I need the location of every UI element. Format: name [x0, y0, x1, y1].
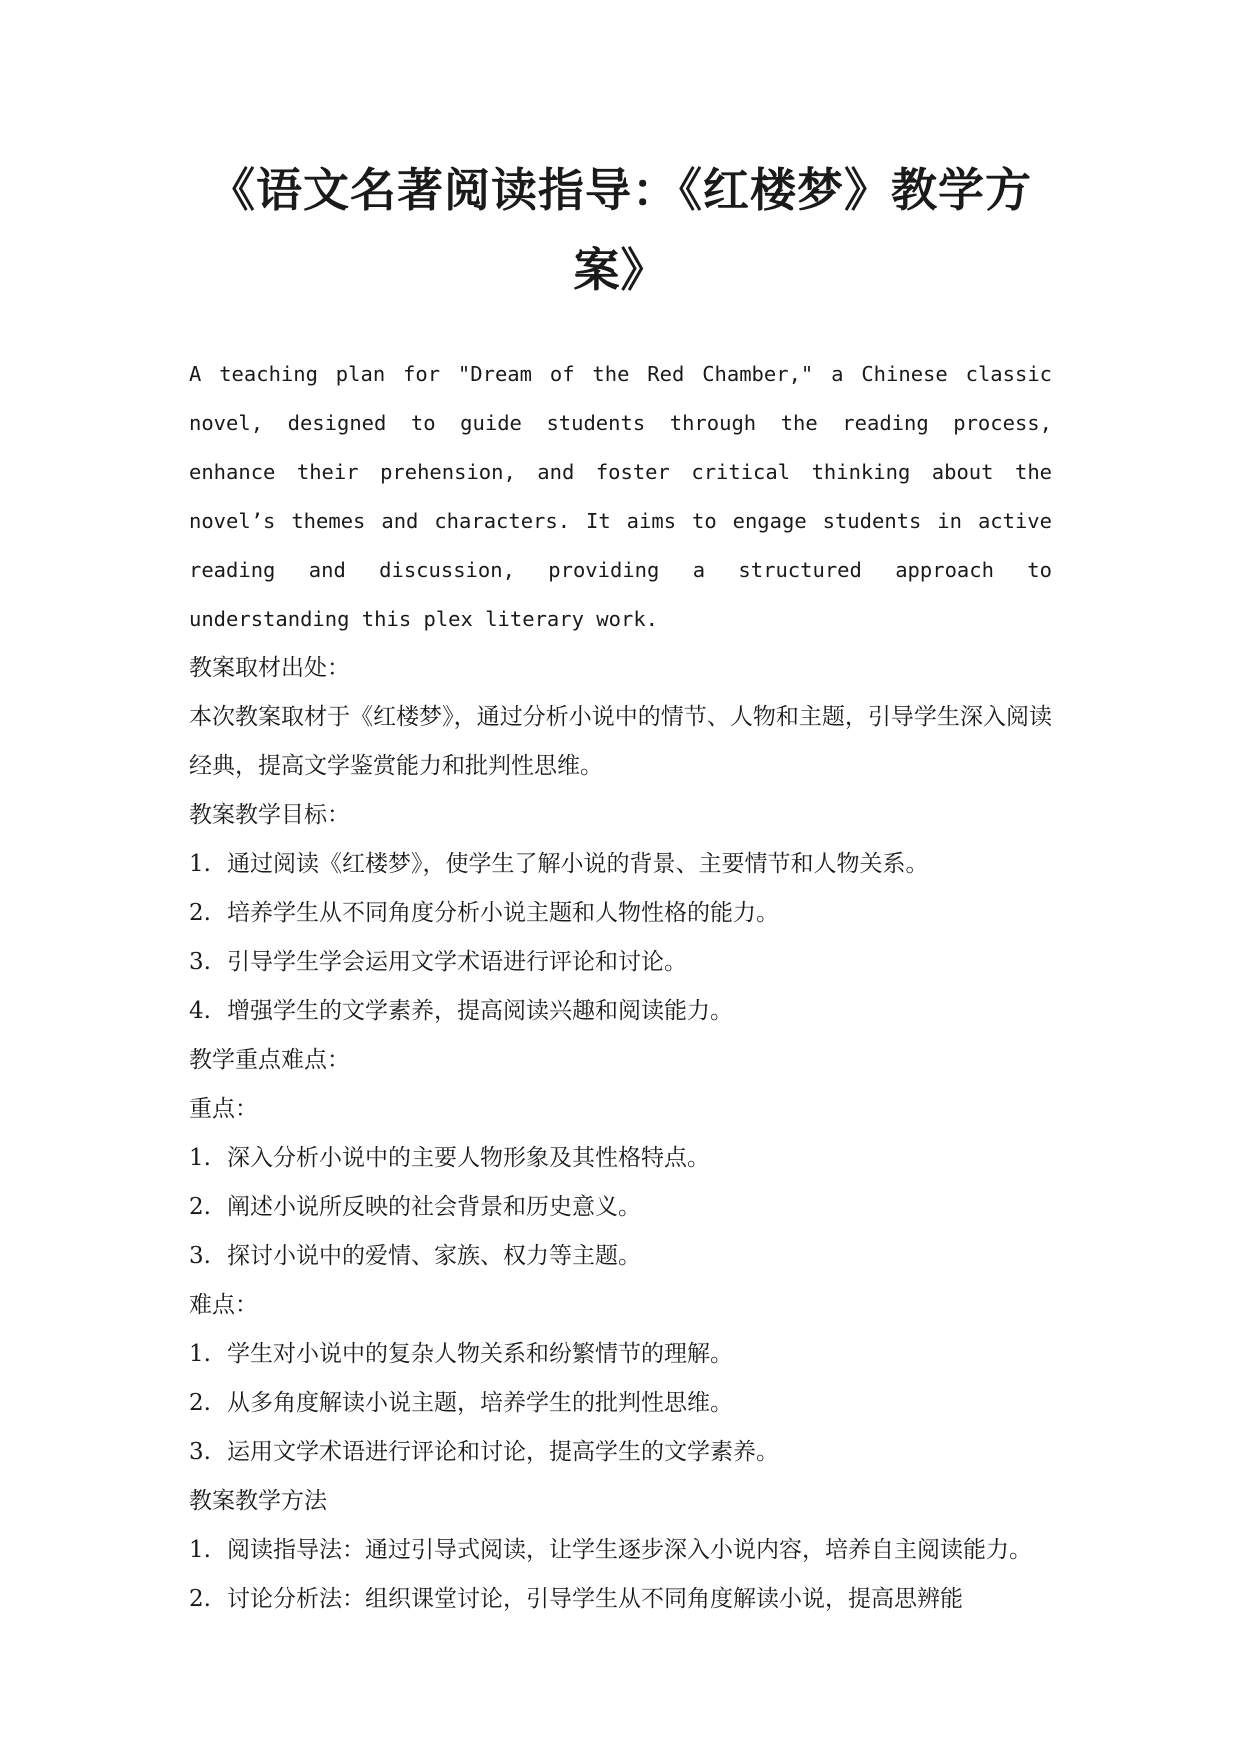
english-abstract: A teaching plan for "Dream of the Red Chamber," a Chinese classic novel, designed to guide students through the reading process, enhance their prehension, and foster critical thinking about the novel’s themes and characters. It aims to engage students in active reading and discussion, providing a structured approach to understanding this plex literary work. — [189, 362, 1052, 631]
focus-number: 2. — [189, 1194, 211, 1220]
key-points-heading: 教学重点难点： — [189, 1047, 350, 1073]
methods-heading: 教案教学方法 — [189, 1488, 327, 1514]
method-number: 1. — [189, 1537, 211, 1563]
objective-number: 4. — [189, 998, 211, 1024]
objective-item — [189, 840, 1052, 889]
method-item — [189, 1575, 1052, 1624]
objective-text: 增强学生的文学素养，提高阅读兴趣和阅读能力。 — [227, 998, 733, 1024]
focus-item — [189, 1134, 1052, 1183]
focus-text: 阐述小说所反映的社会背景和历史意义。 — [227, 1194, 641, 1220]
focus-number: 1. — [189, 1145, 211, 1171]
focus-text: 深入分析小说中的主要人物形象及其性格特点。 — [227, 1145, 710, 1171]
method-text: 阅读指导法：通过引导式阅读，让学生逐步深入小说内容，培养自主阅读能力。 — [227, 1537, 1032, 1563]
objective-text: 培养学生从不同角度分析小说主题和人物性格的能力。 — [227, 900, 779, 926]
objective-number: 1. — [189, 851, 211, 877]
focus-item — [189, 1232, 1052, 1281]
method-item — [189, 1526, 1052, 1575]
objective-text: 引导学生学会运用文学术语进行评论和讨论。 — [227, 949, 687, 975]
difficulty-item — [189, 1330, 1052, 1379]
objective-number: 3. — [189, 949, 211, 975]
difficulty-text: 学生对小说中的复杂人物关系和纷繁情节的理解。 — [227, 1341, 733, 1367]
difficulty-item — [189, 1379, 1052, 1428]
objective-text: 通过阅读《红楼梦》，使学生了解小说的背景、主要情节和人物关系。 — [227, 851, 929, 877]
objective-number: 2. — [189, 900, 211, 926]
objectives-heading: 教案教学目标： — [189, 802, 350, 828]
focus-heading: 重点： — [189, 1096, 258, 1122]
document-title: 《语文名著阅读指导：《红楼梦》教学方案》 — [209, 163, 1032, 297]
difficulty-number: 3. — [189, 1439, 211, 1465]
difficulty-number: 2. — [189, 1390, 211, 1416]
difficulty-text: 运用文学术语进行评论和讨论，提高学生的文学素养。 — [227, 1439, 779, 1465]
objective-item — [189, 889, 1052, 938]
source-text: 本次教案取材于《红楼梦》，通过分析小说中的情节、人物和主题，引导学生深入阅读经典，提高文学鉴赏能力和批判性思维。 — [189, 704, 1052, 779]
method-text: 讨论分析法：组织课堂讨论，引导学生从不同角度解读小说，提高思辨能 — [227, 1586, 963, 1612]
difficulty-item — [189, 1428, 1052, 1477]
objective-item — [189, 938, 1052, 987]
difficulty-text: 从多角度解读小说主题，培养学生的批判性思维。 — [227, 1390, 733, 1416]
objective-item — [189, 987, 1052, 1036]
source-heading: 教案取材出处： — [189, 655, 350, 681]
method-number: 2. — [189, 1586, 211, 1612]
focus-text: 探讨小说中的爱情、家族、权力等主题。 — [227, 1243, 641, 1269]
focus-number: 3. — [189, 1243, 211, 1269]
difficulty-heading: 难点： — [189, 1292, 258, 1318]
focus-item — [189, 1183, 1052, 1232]
difficulty-number: 1. — [189, 1341, 211, 1367]
